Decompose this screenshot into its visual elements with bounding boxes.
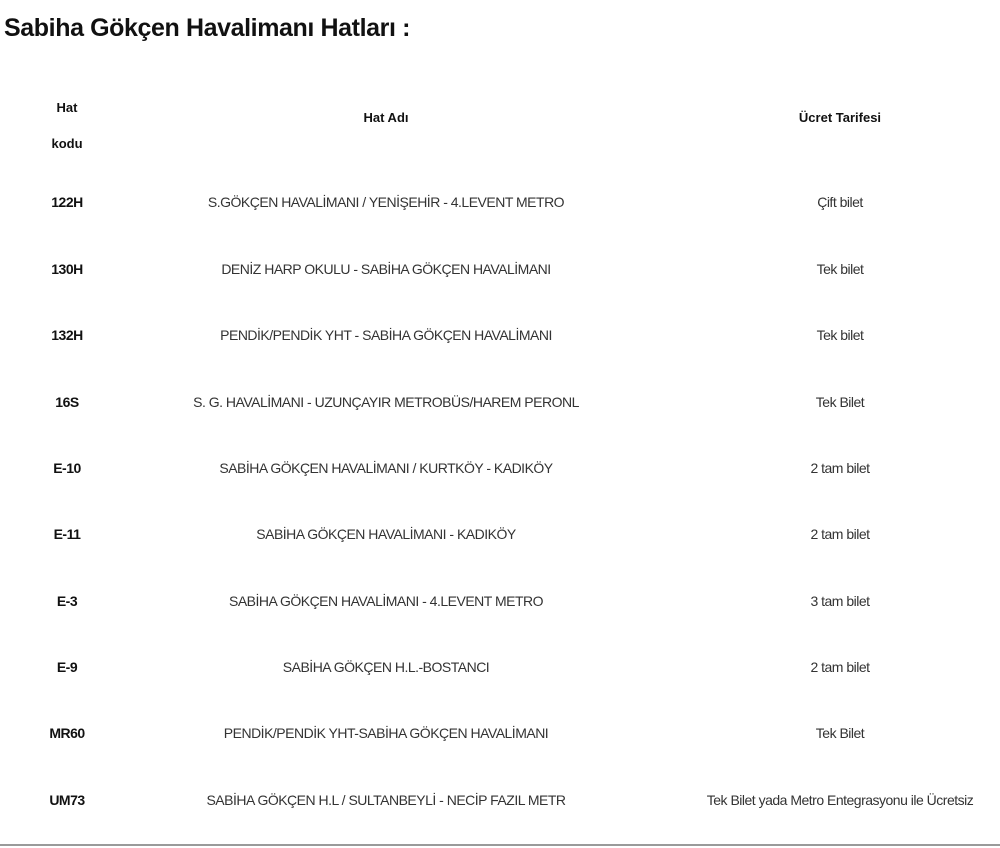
route-code: E-10 — [53, 460, 81, 476]
route-name: DENİZ HARP OKULU - SABİHA GÖKÇEN HAVALİMANI — [221, 261, 551, 277]
route-fare: 2 tam bilet — [810, 526, 870, 542]
table-row — [0, 257, 1000, 281]
route-fare: Tek Bilet — [815, 725, 865, 741]
route-code: 16S — [55, 394, 79, 410]
route-code: 132H — [51, 327, 83, 343]
route-code: E-3 — [56, 593, 78, 609]
route-name: SABİHA GÖKÇEN HAVALİMANI - KADIKÖY — [256, 526, 516, 542]
header-ucret-tarifesi: Ücret Tarifesi — [798, 110, 882, 125]
header-hat-adi: Hat Adı — [363, 110, 409, 125]
route-code: 122H — [51, 194, 83, 210]
table-row — [0, 721, 1000, 745]
route-name: S.GÖKÇEN HAVALİMANI / YENİŞEHİR - 4.LEVENT METRO — [207, 194, 565, 210]
route-fare: Çift bilet — [817, 194, 863, 210]
route-code: 130H — [51, 261, 83, 277]
route-fare: 2 tam bilet — [810, 659, 870, 675]
route-name: PENDİK/PENDİK YHT - SABİHA GÖKÇEN HAVALİMANI — [220, 327, 552, 343]
route-fare: Tek Bilet — [815, 394, 865, 410]
page-title: Sabiha Gökçen Havalimanı Hatları : — [4, 14, 410, 42]
table-header — [0, 84, 1000, 154]
table-row — [0, 522, 1000, 546]
route-name: SABİHA GÖKÇEN HAVALİMANI / KURTKÖY - KADIKÖY — [219, 460, 553, 476]
route-name: SABİHA GÖKÇEN H.L / SULTANBEYLİ - NECİP FAZIL METR — [206, 792, 566, 808]
route-name: S. G. HAVALİMANI - UZUNÇAYIR METROBÜS/HAREM PERONL — [193, 394, 579, 410]
route-fare: 2 tam bilet — [810, 460, 870, 476]
route-code: UM73 — [49, 792, 85, 808]
route-code: E-9 — [56, 659, 78, 675]
table-row — [0, 589, 1000, 613]
route-name: PENDİK/PENDİK YHT-SABİHA GÖKÇEN HAVALİMANI — [223, 725, 549, 741]
route-name: SABİHA GÖKÇEN H.L.-BOSTANCI — [282, 659, 490, 675]
route-fare: Tek Bilet yada Metro Entegrasyonu ile Ücretsiz — [706, 792, 974, 808]
header-code-line1: Hat — [56, 100, 78, 115]
route-fare: Tek bilet — [816, 327, 864, 343]
table-row — [0, 788, 1000, 812]
route-code: E-11 — [53, 526, 81, 542]
table-row — [0, 456, 1000, 480]
route-fare: Tek bilet — [816, 261, 864, 277]
header-code-line2: kodu — [51, 136, 83, 151]
table-row — [0, 655, 1000, 679]
header-hat-kodu — [0, 90, 134, 162]
route-name: SABİHA GÖKÇEN HAVALİMANI - 4.LEVENT METRO — [228, 593, 544, 609]
route-fare: 3 tam bilet — [810, 593, 870, 609]
table-row — [0, 190, 1000, 214]
route-code: MR60 — [49, 725, 85, 741]
table-row — [0, 390, 1000, 414]
table-row — [0, 323, 1000, 347]
bottom-divider — [0, 844, 1000, 846]
